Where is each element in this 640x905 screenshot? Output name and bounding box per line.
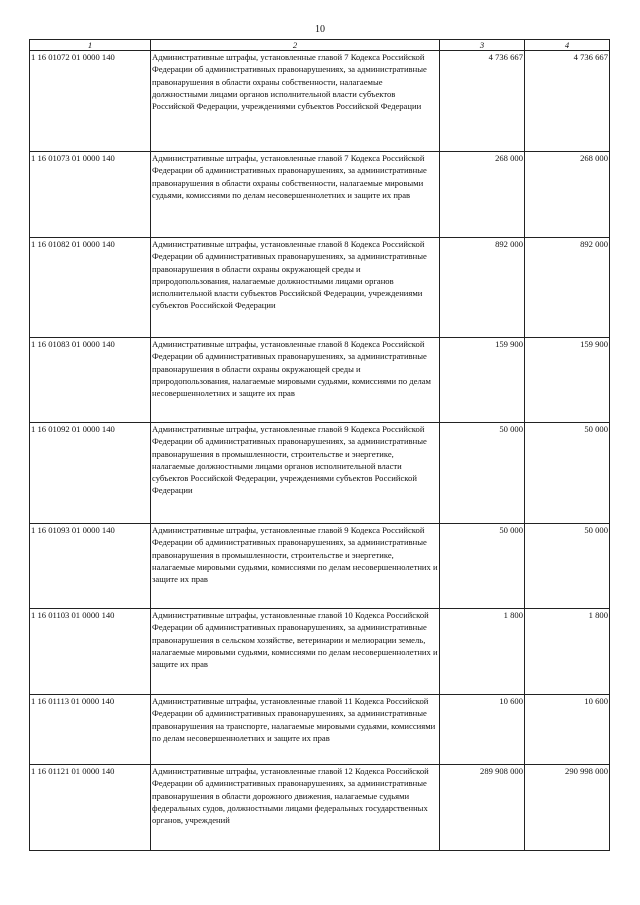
row-value-col4: 4 736 667 bbox=[525, 51, 610, 152]
row-code: 1 16 01093 01 0000 140 bbox=[30, 524, 151, 609]
row-code: 1 16 01092 01 0000 140 bbox=[30, 423, 151, 524]
column-header-3: 3 bbox=[440, 40, 525, 51]
row-description: Административные штрафы, установленные главой 7 Кодекса Российской Федерации об административных правонарушениях, за административные правонарушения в области охраны собственности, налагаемые мировыми судьями, комиссиями по делам несовершеннолетних и защите их прав bbox=[151, 152, 440, 238]
column-header-2: 2 bbox=[151, 40, 440, 51]
column-header-4: 4 bbox=[525, 40, 610, 51]
row-description: Административные штрафы, установленные главой 9 Кодекса Российской Федерации об административных правонарушениях, за административные правонарушения в промышленности, строительстве и энергетике, налагаемые мировыми судьями, комиссиями по делам несовершеннолетних и защите их прав bbox=[151, 524, 440, 609]
row-code: 1 16 01121 01 0000 140 bbox=[30, 765, 151, 851]
row-value-col4: 1 800 bbox=[525, 609, 610, 695]
row-value-col3: 268 000 bbox=[440, 152, 525, 238]
row-code: 1 16 01082 01 0000 140 bbox=[30, 238, 151, 338]
row-value-col4: 892 000 bbox=[525, 238, 610, 338]
row-description: Административные штрафы, установленные главой 11 Кодекса Российской Федерации об административных правонарушениях, за административные правонарушения на транспорте, налагаемые мировыми судьями, комиссиями по делам несовершеннолетних и защите их прав bbox=[151, 695, 440, 765]
row-description: Административные штрафы, установленные главой 9 Кодекса Российской Федерации об административных правонарушениях, за административные правонарушения в промышленности, строительстве и энергетике, налагаемые должностными лицами органов исполнительной власти субъектов Российской Федерации, учреждениями субъектов Российской Федерации bbox=[151, 423, 440, 524]
row-value-col3: 289 908 000 bbox=[440, 765, 525, 851]
row-code: 1 16 01103 01 0000 140 bbox=[30, 609, 151, 695]
row-value-col4: 290 998 000 bbox=[525, 765, 610, 851]
row-value-col3: 50 000 bbox=[440, 524, 525, 609]
row-value-col4: 50 000 bbox=[525, 423, 610, 524]
revenue-table bbox=[29, 39, 610, 851]
row-value-col4: 268 000 bbox=[525, 152, 610, 238]
row-value-col3: 4 736 667 bbox=[440, 51, 525, 152]
row-description: Административные штрафы, установленные главой 7 Кодекса Российской Федерации об административных правонарушениях, за административные правонарушения в области охраны собственности, налагаемые должностными лицами органов исполнительной власти субъектов Российской Федерации, учреждениями субъектов Российской Федерации bbox=[151, 51, 440, 152]
table-row bbox=[30, 423, 610, 524]
table-row bbox=[30, 609, 610, 695]
table-row bbox=[30, 765, 610, 851]
row-value-col3: 1 800 bbox=[440, 609, 525, 695]
page-number: 10 bbox=[315, 24, 325, 35]
column-header-1: 1 bbox=[30, 40, 151, 51]
row-code: 1 16 01073 01 0000 140 bbox=[30, 152, 151, 238]
row-description: Административные штрафы, установленные главой 8 Кодекса Российской Федерации об административных правонарушениях, за административные правонарушения в области охраны окружающей среды и природопользования, налагаемые мировыми судьями, комиссиями по делам несовершеннолетних и защите их прав bbox=[151, 338, 440, 423]
table-header-row bbox=[30, 40, 610, 51]
table-row bbox=[30, 338, 610, 423]
row-value-col4: 10 600 bbox=[525, 695, 610, 765]
row-description: Административные штрафы, установленные главой 10 Кодекса Российской Федерации об административных правонарушениях, за административные правонарушения в сельском хозяйстве, ветеринарии и мелиорации земель, налагаемые мировыми судьями, комиссиями по делам несовершеннолетних и защите их прав bbox=[151, 609, 440, 695]
table-row bbox=[30, 695, 610, 765]
row-code: 1 16 01072 01 0000 140 bbox=[30, 51, 151, 152]
row-code: 1 16 01113 01 0000 140 bbox=[30, 695, 151, 765]
row-value-col3: 50 000 bbox=[440, 423, 525, 524]
table-row bbox=[30, 238, 610, 338]
table-row bbox=[30, 152, 610, 238]
row-value-col3: 892 000 bbox=[440, 238, 525, 338]
row-description: Административные штрафы, установленные главой 12 Кодекса Российской Федерации об административных правонарушениях, за административные правонарушения в области дорожного движения, налагаемые судьями федеральных судов, должностными лицами федеральных государственных органов, учреждений bbox=[151, 765, 440, 851]
row-value-col3: 159 900 bbox=[440, 338, 525, 423]
row-code: 1 16 01083 01 0000 140 bbox=[30, 338, 151, 423]
row-value-col4: 159 900 bbox=[525, 338, 610, 423]
table-row bbox=[30, 51, 610, 152]
row-description: Административные штрафы, установленные главой 8 Кодекса Российской Федерации об административных правонарушениях, за административные правонарушения в области охраны окружающей среды и природопользования, налагаемые должностными лицами органов исполнительной власти субъектов Российской Федерации, учреждениями субъектов Российской Федерации bbox=[151, 238, 440, 338]
table-row bbox=[30, 524, 610, 609]
row-value-col3: 10 600 bbox=[440, 695, 525, 765]
row-value-col4: 50 000 bbox=[525, 524, 610, 609]
